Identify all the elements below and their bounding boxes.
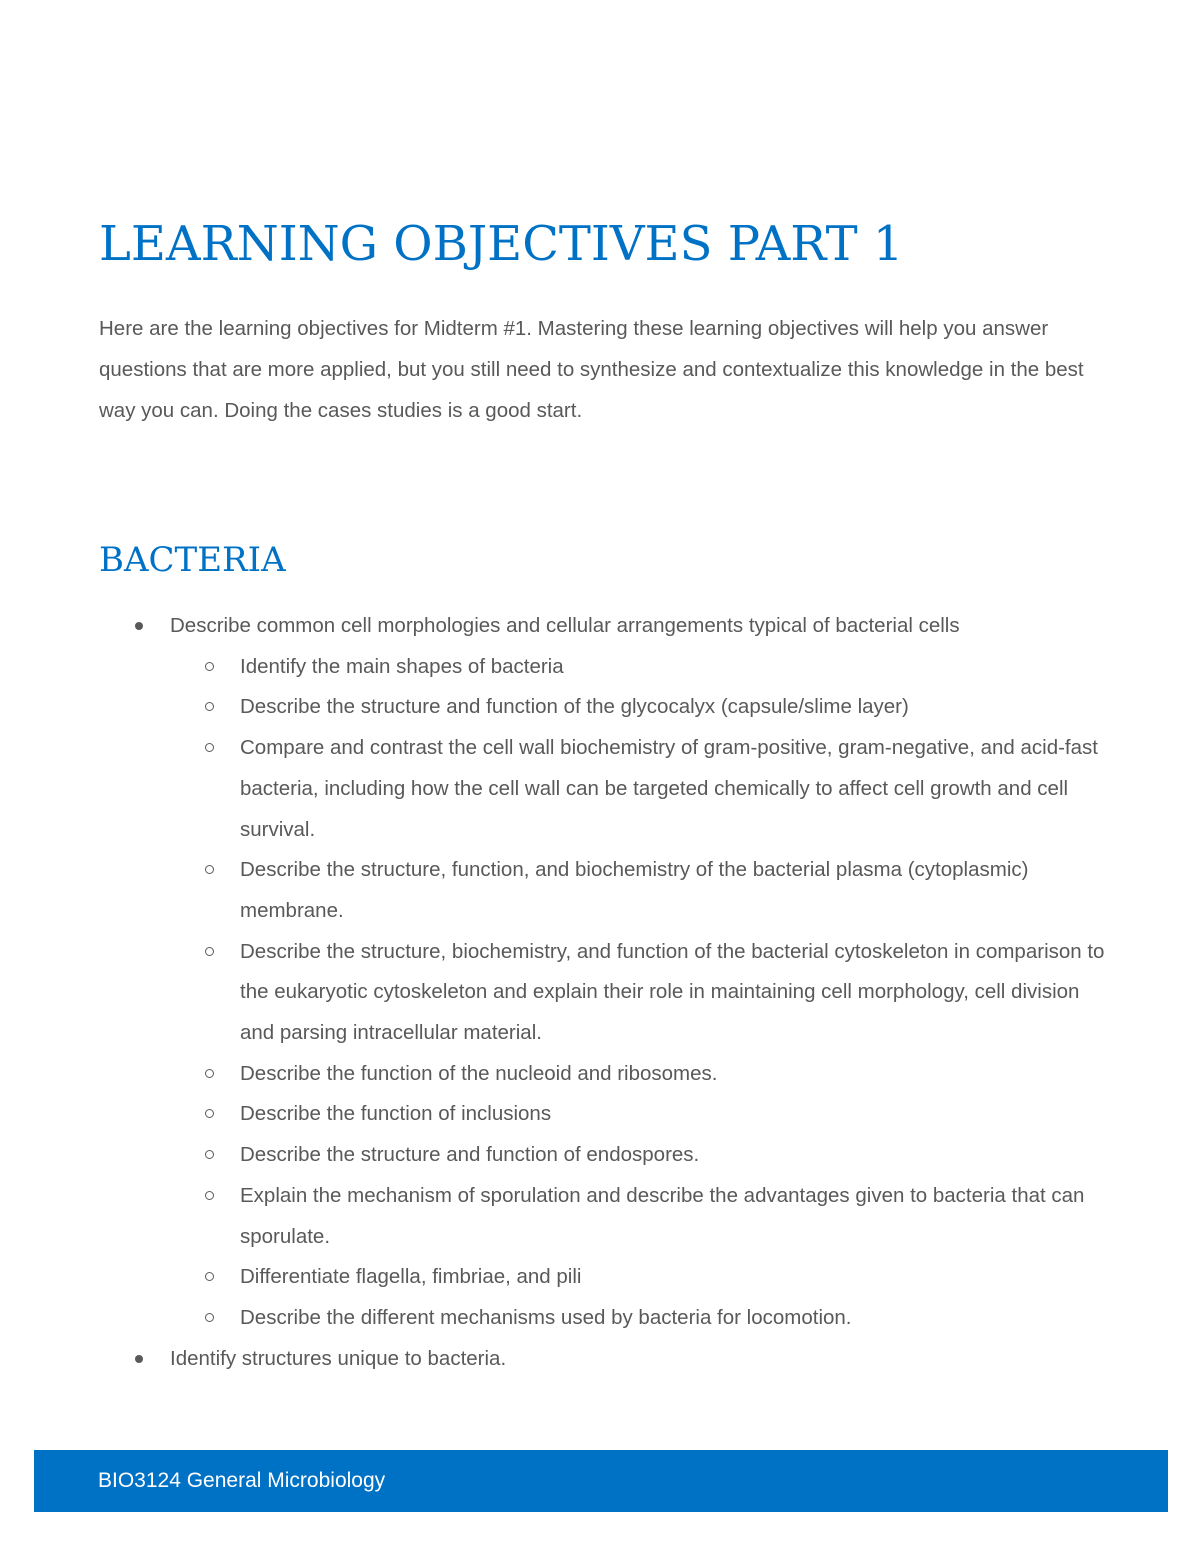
list-item-text: Explain the mechanism of sporulation and describe the advantages given to bacteria that can sporulate. <box>240 1183 1085 1248</box>
bullet-icon <box>135 1355 143 1363</box>
list-item <box>0 932 1110 1054</box>
list-item <box>0 1094 1110 1135</box>
circle-bullet-icon <box>205 865 214 874</box>
list-item-text: Compare and contrast the cell wall biochemistry of gram-positive, gram-negative, and acid-fast bacteria, including how the cell wall can be targeted chemically to affect cell growth and cell survival. <box>240 736 1098 841</box>
circle-bullet-icon <box>205 1191 214 1200</box>
intro-paragraph: Here are the learning objectives for Midterm #1. Mastering these learning objectives will help you answer questions that are more applied, but you still need to synthesize and contextualize this knowledge in the best way you can. Doing the cases studies is a good start. <box>99 317 1084 422</box>
list-item-text: Describe the different mechanisms used by bacteria for locomotion. <box>240 1305 852 1329</box>
circle-bullet-icon <box>205 1313 214 1322</box>
page-title: LEARNING OBJECTIVES PART 1 <box>99 216 904 272</box>
list-item <box>0 1339 1110 1380</box>
footer-course-name: BIO3124 General Microbiology <box>98 1469 386 1492</box>
list-item <box>0 1135 1110 1176</box>
bullet-icon <box>135 622 143 630</box>
list-item <box>0 1298 1110 1339</box>
list-item-text: Describe the structure, function, and biochemistry of the bacterial plasma (cytoplasmic) membrane. <box>240 858 1029 922</box>
list-item-text: Describe the structure and function of endospores. <box>240 1143 700 1167</box>
circle-bullet-icon <box>205 702 214 711</box>
circle-bullet-icon <box>205 1109 214 1118</box>
list-item <box>0 1176 1110 1257</box>
circle-bullet-icon <box>205 947 214 956</box>
list-item-text: Describe the structure and function of the glycocalyx (capsule/slime layer) <box>240 695 909 719</box>
footer-bar <box>34 1450 1168 1512</box>
list-item-text: Identify structures unique to bacteria. <box>170 1346 507 1370</box>
list-item-text: Identify the main shapes of bacteria <box>240 654 564 678</box>
circle-bullet-icon <box>205 662 214 671</box>
list-item-text: Describe common cell morphologies and cellular arrangements typical of bacterial cells <box>170 614 960 637</box>
list-item-text: Describe the structure, biochemistry, and function of the bacterial cytoskeleton in comparison to the eukaryotic cytoskeleton and explain their role in maintaining cell morphology, cell division and parsing intracellular material. <box>240 939 1105 1045</box>
list-item <box>0 1257 1110 1298</box>
circle-bullet-icon <box>205 1069 214 1078</box>
list-item-text: Differentiate flagella, fimbriae, and pili <box>240 1265 582 1289</box>
list-item <box>0 728 1110 850</box>
objectives-list <box>0 606 1200 1379</box>
list-item <box>0 647 1110 688</box>
list-item <box>0 1054 1110 1095</box>
section-heading-bacteria: BACTERIA <box>99 540 286 580</box>
list-item <box>0 606 1110 647</box>
list-item <box>0 687 1110 728</box>
list-item-text: Describe the function of inclusions <box>240 1102 552 1126</box>
circle-bullet-icon <box>205 1272 214 1281</box>
list-item <box>0 850 1110 931</box>
circle-bullet-icon <box>205 743 214 752</box>
list-item-text: Describe the function of the nucleoid and ribosomes. <box>240 1061 718 1085</box>
circle-bullet-icon <box>205 1150 214 1159</box>
